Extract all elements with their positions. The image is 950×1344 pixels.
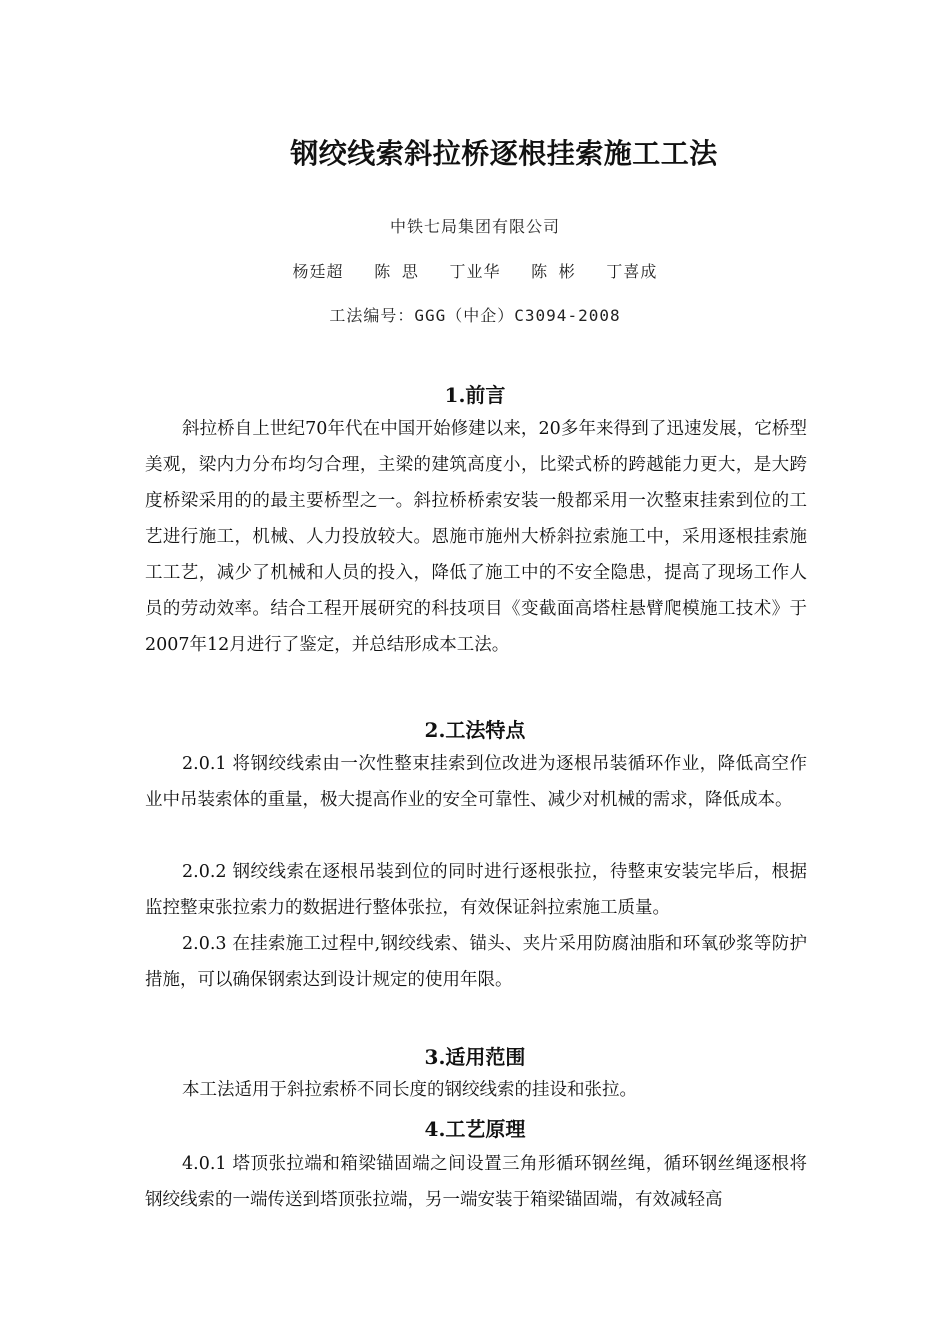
company-name: 中铁七局集团有限公司 [389,217,560,236]
paragraph: 4.0.1 塔顶张拉端和箱梁锚固端之间设置三角形循环钢丝绳，循环钢丝绳逐根将钢绞线索的一端传送到塔顶张拉端，另一端安装于箱梁锚固端，有效减轻高 [145,1154,807,1210]
method-number: 工法编号：GGG（中企）C3094-2008 [329,306,621,325]
section-heading-scope: 3.适用范围 [424,1045,526,1069]
section-heading-preface: 1.前言 [444,383,506,407]
paragraph: 2.0.1 将钢绞线索由一次性整束挂索到位改进为逐根吊装循环作业，降低高空作业中吊装索体的重量，极大提高作业的安全可靠性、减少对机械的需求，降低成本。 [145,754,807,810]
author-list [0,259,950,282]
paragraph: 本工法适用于斜拉索桥不同长度的钢绞线索的挂设和张拉。 [182,1080,637,1100]
paragraph: 2.0.2 钢绞线索在逐根吊装到位的同时进行逐根张拉，待整束安装完毕后，根据监控整束张拉索力的数据进行整体张拉，有效保证斜拉索施工质量。 [145,862,807,918]
section-heading-features: 2.工法特点 [424,718,526,742]
document-title: 钢绞线索斜拉桥逐根挂索施工工法 [290,137,718,170]
section-heading-principle: 4.工艺原理 [424,1117,526,1141]
paragraph: 2.0.3 在挂索施工过程中,钢绞线索、锚头、夹片采用防腐油脂和环氧砂浆等防护措施，可以确保钢索达到设计规定的使用年限。 [145,934,807,990]
paragraph: 斜拉桥自上世纪70年代在中国开始修建以来，20多年来得到了迅速发展，它桥型美观，梁内力分布均匀合理，主梁的建筑高度小，比梁式桥的跨越能力更大，是大跨度桥梁采用的的最主要桥型之一。斜拉桥桥索安装一般都采用一次整束挂索到位的工艺进行施工，机械、人力投放较大。恩施市施州大桥斜拉索施工中，采用逐根挂索施工工艺，减少了机械和人员的投入，降低了施工中的不安全隐患，提高了现场工作人员的劳动效率。结合工程开展研究的科技项目《变截面高塔柱悬臂爬模施工技术》于2007年12月进行了鉴定，并总结形成本工法。 [145,419,807,655]
author-name: 陈 彬 [531,262,576,281]
author-name: 丁喜成 [606,262,658,281]
author-name: 丁业华 [449,262,501,281]
author-name: 杨廷超 [292,262,344,281]
author-name: 陈 思 [374,262,419,281]
